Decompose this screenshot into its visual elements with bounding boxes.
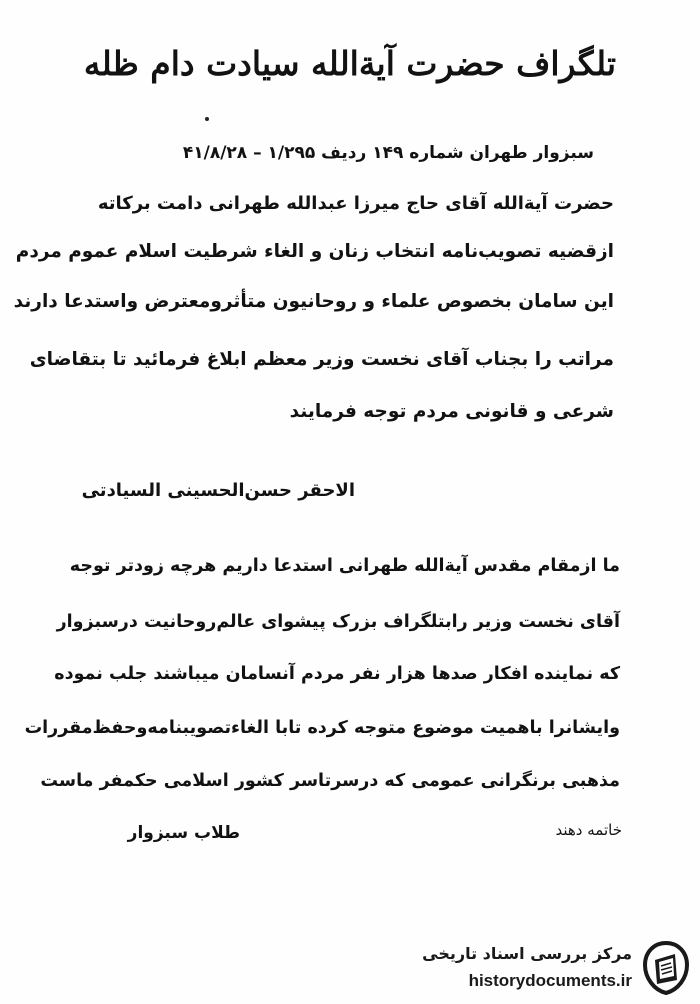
second-body-line: وایشانرا باهمیت موضوع متوجه کرده تابا الغاءتصویبنامه‌وحفظ‌مقررات: [24, 718, 620, 738]
body-line: مراتب را بجناب آقای نخست وزیر معظم ابلاغ فرمائید تا بتقاضای: [29, 349, 614, 370]
document-center-logo-icon: [640, 940, 692, 996]
second-body-line: که نماینده افکار صدها هزار نفر مردم آنسامان میباشند جلب نموده: [54, 664, 620, 684]
body-line: شرعی و قانونی مردم توجه فرمایند: [289, 401, 614, 422]
body-line: ازقضیه تصویب‌نامه انتخاب زنان و الغاء شرطیت اسلام عموم مردم: [15, 241, 614, 262]
second-body-line: آقای نخست وزیر رابتلگراف بزرک پیشوای عالم‌روحانیت درسبزوار: [56, 612, 620, 632]
sender-signature: الاحقر حسن‌الحسینی السیادتی: [81, 480, 355, 501]
watermark-name: مرکز بررسی اسناد تاریخی: [422, 944, 632, 963]
watermark: [402, 940, 692, 1000]
addressee-line: حضرت آیةالله آقای حاج میرزا عبدالله طهرانی دامت برکاته: [97, 193, 614, 214]
document-title: تلگراف حضرت آیة‌الله سیادت دام ظله: [83, 44, 617, 83]
watermark-url: historydocuments.ir: [468, 971, 632, 990]
closing-phrase: خاتمه دهند: [555, 821, 622, 839]
telegram-reference: سبزوار طهران شماره ۱۴۹ ردیف ۱/۲۹۵ – ۴۱/۸/۲۸: [182, 143, 594, 163]
ink-dot: [205, 117, 209, 121]
body-line: این سامان بخصوص علماء و روحانیون متأثرومعترض واستدعا دارند: [13, 291, 614, 312]
second-body-line: ما ازمقام مقدس آیةالله طهرانی استدعا داریم هرچه زودتر توجه: [69, 556, 620, 576]
students-signature: طلاب سبزوار: [127, 823, 240, 843]
second-body-line: مذهبی برنگرانی عمومی که درسرتاسر کشور اسلامی حکمفر ماست: [40, 771, 620, 791]
